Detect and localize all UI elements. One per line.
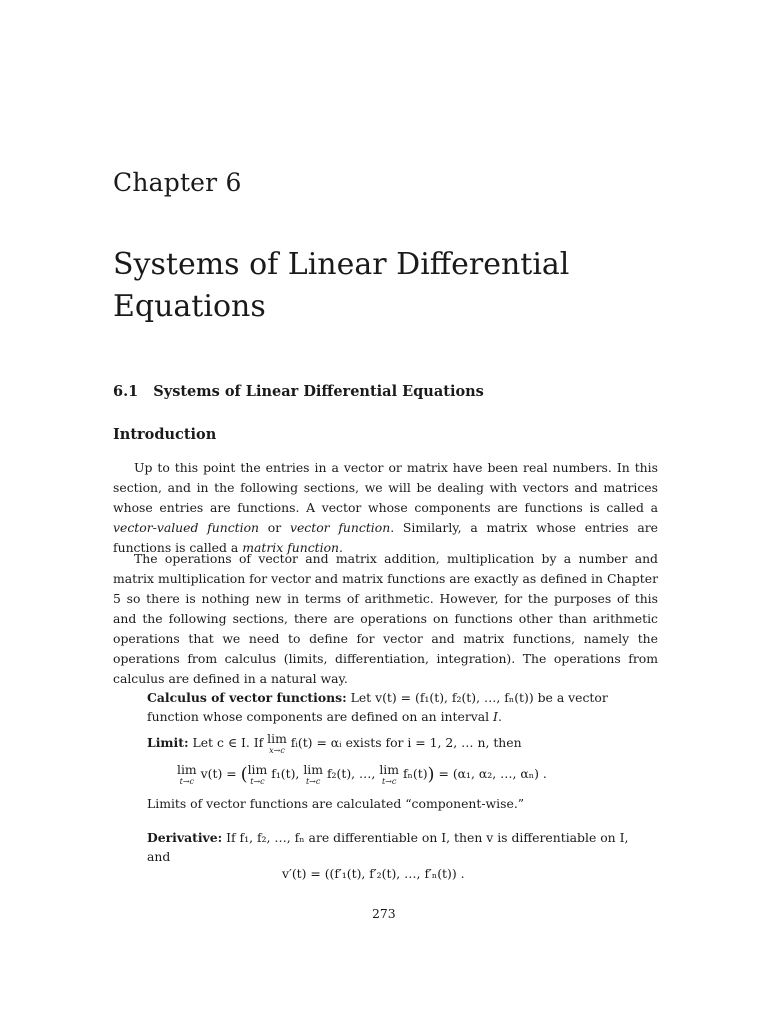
lim-subscript: t→c [179, 777, 195, 786]
chapter-label: Chapter 6 [113, 168, 242, 197]
limit-equation [177, 764, 547, 788]
lim-subscript: t→c [250, 777, 265, 786]
intro-paragraph-1 [113, 458, 658, 558]
derivative-equation: v′(t) = ((f′₁(t), f′₂(t), …, f′ₙ(t)) . [282, 866, 465, 881]
lim-subscript: t→c [381, 777, 397, 786]
eq-rhs: = (α₁, α₂, …, αₙ) . [434, 766, 547, 781]
term-matrix-function: matrix function [242, 540, 340, 555]
limit-text-b: fᵢ(t) = αᵢ exists for i = 1, 2, … n, then [286, 735, 522, 750]
page-number: 273 [372, 906, 396, 921]
lim-word: lim [247, 762, 268, 777]
calculus-of-vector-functions [147, 688, 637, 726]
p1-text-c: . Similarly, a matrix whose entries are functions is called a [113, 520, 659, 555]
p1-text-a: Up to this point the entries in a vector or matrix have been real numbers. In this section, and in the following sections, we will be dealing with vectors and matrices whose entries are functions. A vector whose components are functions is called a [113, 460, 658, 515]
limit-operator [267, 733, 287, 757]
p1-text-d: . [339, 540, 343, 555]
limit-note: Limits of vector functions are calculated “component-wise.” [147, 796, 525, 811]
calculus-end: . [497, 709, 502, 724]
limit-text-a: Let c ∈ I. If [188, 735, 268, 750]
eq-term-2: f₂(t), …, [326, 766, 380, 781]
intro-paragraph-2: The operations of vector and matrix addition, multiplication by a number and matrix multiplication for vector and matrix functions are exactly as defined in Chapter 5 so there is nothing new in terms of arithmetic. However, for the purposes of this and the following sections, there are operations on functions other than arithmetic operations that we need to define for vector and matrix functions, namely the operations from calculus (limits, differentiation, integration). The operations from calculus are defined in a natural way. [113, 551, 658, 686]
p1-text-b: or [259, 520, 290, 535]
subsection-heading: Introduction [113, 426, 217, 443]
eq-close-paren: ) [427, 764, 435, 785]
term-vector-valued-function: vector-valued function [113, 520, 260, 535]
lim-operator-1 [177, 764, 197, 788]
derivative-definition [147, 828, 637, 866]
derivative-heading: Derivative: [147, 830, 223, 845]
section-title: Systems of Linear Differential Equations [153, 383, 484, 400]
eq-open-paren: ( [240, 764, 248, 785]
interval-var: I [493, 709, 498, 724]
lim-subscript: x→c [269, 746, 285, 755]
lim-operator-2 [248, 764, 268, 788]
term-vector-function: vector function [289, 520, 391, 535]
lim-word: lim [303, 762, 323, 777]
limit-definition [147, 733, 637, 757]
eq-term-1: f₁(t), [271, 766, 304, 781]
lim-word: lim [267, 731, 287, 746]
lim-operator-4 [379, 764, 399, 788]
limit-heading: Limit: [147, 735, 189, 750]
eq-term-3: fₙ(t) [402, 766, 428, 781]
lim-word: lim [379, 762, 399, 777]
derivative-text: If f₁, f₂, …, fₙ are differentiable on I, then v is differentiable on I, and [147, 830, 629, 864]
calculus-text: Let v(t) = (f₁(t), f₂(t), …, fₙ(t)) be a vector function whose components are defined on an interval [147, 690, 608, 724]
lim-word: lim [177, 762, 197, 777]
eq-lhs: v(t) = [200, 766, 241, 781]
section-number: 6.1 [113, 383, 139, 400]
chapter-title: Systems of Linear Differential Equations [113, 247, 570, 324]
lim-subscript: t→c [305, 777, 321, 786]
section-heading [113, 383, 484, 400]
calculus-heading: Calculus of vector functions: [147, 690, 347, 705]
lim-operator-3 [303, 764, 323, 788]
